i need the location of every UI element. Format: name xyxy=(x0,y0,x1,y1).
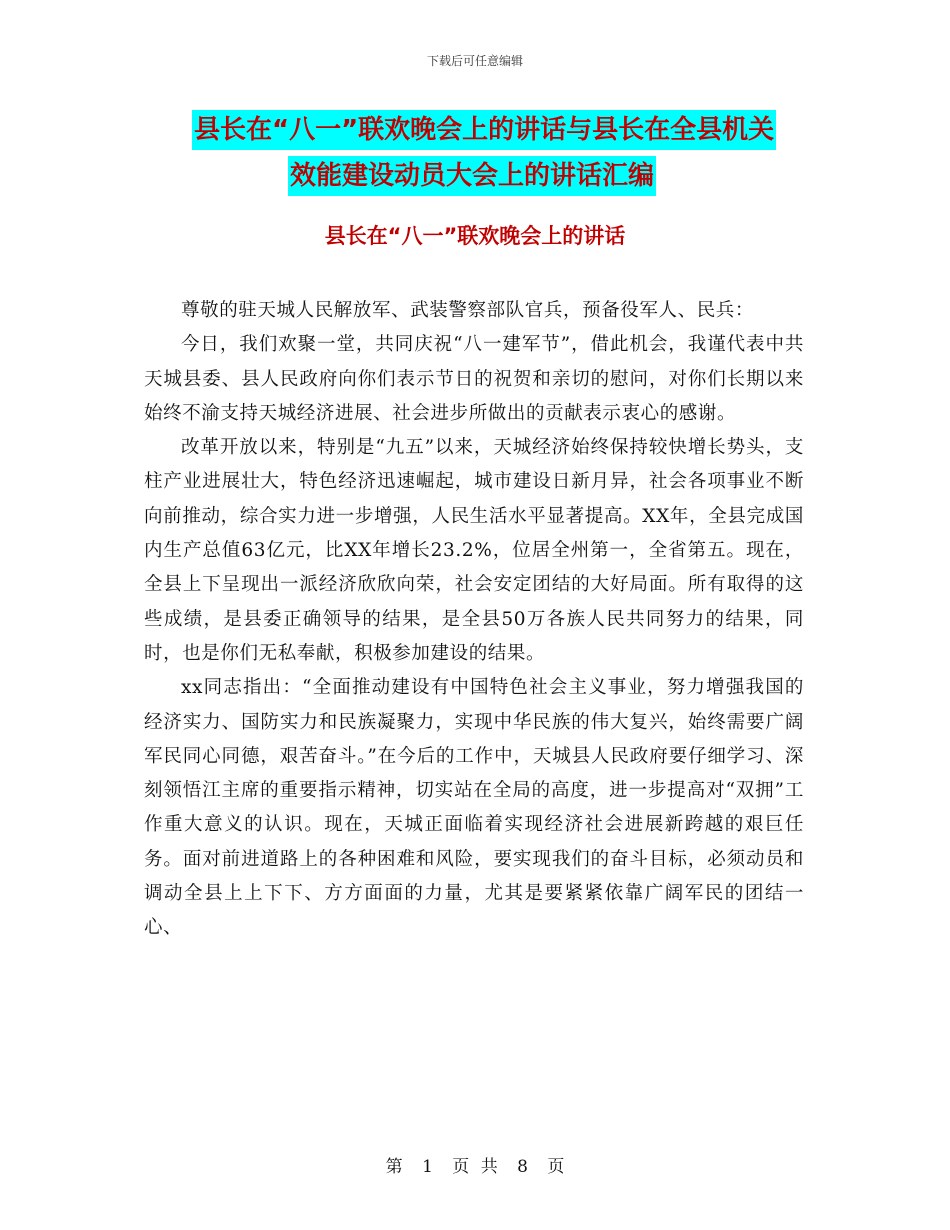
page-footer xyxy=(0,1152,950,1177)
document-title-line-2: 效能建设动员大会上的讲话汇编 xyxy=(288,156,656,196)
body-text xyxy=(144,294,804,946)
document-title-line-1: 县长在“八一”联欢晚会上的讲话与县长在全县机关 xyxy=(192,110,776,150)
page-total: 8 xyxy=(517,1157,528,1177)
footer-prefix: 第 xyxy=(385,1157,403,1177)
paragraph: 改革开放以来，特别是“九五”以来，天城经济始终保持较快增长势头，支柱产业进展壮大，特色经济迅速崛起，城市建设日新月异，社会各项事业不断向前推动，综合实力进一步增强，人民生活水平显著提高。XX年，全县完成国内生产总值63亿元，比XX年增长23.2%，位居全州第一，全省第五。现在，全县上下呈现出一派经济欣欣向荣，社会安定团结的大好局面。所有取得的这些成绩，是县委正确领导的结果，是全县50万各族人民共同努力的结果，同时，也是你们无私奉献，积极参加建设的结果。 xyxy=(144,437,804,664)
page-number: 1 xyxy=(422,1157,433,1177)
paragraph: xx同志指出：“全面推动建设有中国特色社会主义事业，努力增强我国的经济实力、国防实力和民族凝聚力，实现中华民族的伟大复兴，始终需要广阔军民同心同德，艰苦奋斗。”在今后的工作中，天城县人民政府要仔细学习、深刻领悟江主席的重要指示精神，切实站在全局的高度，进一步提高对“双拥”工作重大意义的认识。现在，天城正面临着实现经济社会进展新跨越的艰巨任务。面对前进道路上的各种困难和风险，要实现我们的奋斗目标，必须动员和调动全县上上下下、方方面面的力量，尤其是要紧紧依靠广阔军民的团结一心、 xyxy=(144,677,804,939)
footer-middle: 页 共 xyxy=(452,1157,498,1177)
paragraph-salutation: 尊敬的驻天城人民解放军、武装警察部队官兵，预备役军人、民兵： xyxy=(181,300,755,321)
header-note: 下载后可任意编辑 xyxy=(426,54,523,68)
section-title: 县长在“八一”联欢晚会上的讲话 xyxy=(324,224,626,248)
paragraph: 今日，我们欢聚一堂，共同庆祝“八一建军节”，借此机会，我谨代表中共天城县委、县人民政府向你们表示节日的祝贺和亲切的慰问，对你们长期以来始终不渝支持天城经济进展、社会进步所做出的贡献表示衷心的感谢。 xyxy=(144,334,804,424)
footer-suffix: 页 xyxy=(547,1157,565,1177)
